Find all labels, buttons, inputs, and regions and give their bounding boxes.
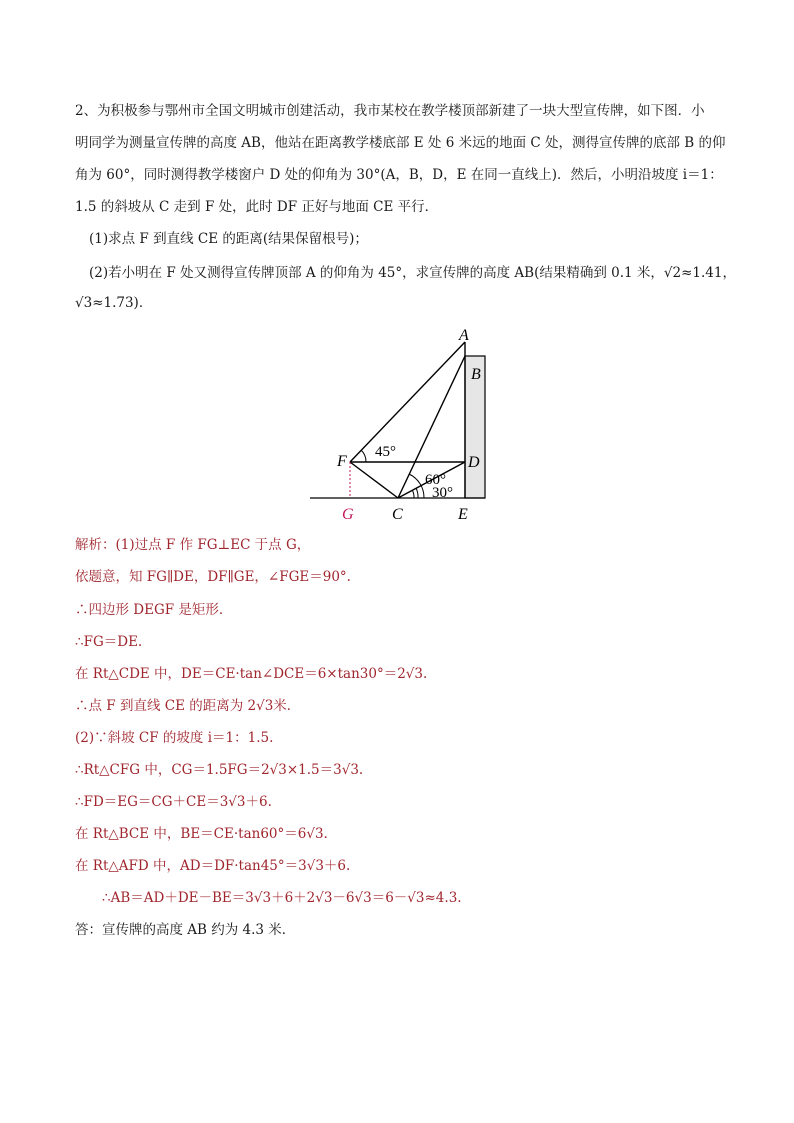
solution-line-12: ∴AB＝AD＋DE－BE＝3√3＋6＋2√3－6√3＝6－√3≈4.3. <box>102 890 462 906</box>
label-G: G <box>342 506 354 523</box>
label-F: F <box>337 453 347 470</box>
angle-30-arc-2 <box>413 491 415 499</box>
label-angle-60: 60° <box>425 472 446 488</box>
label-C: C <box>392 506 403 523</box>
angle-60-arc <box>409 474 424 498</box>
label-angle-45: 45° <box>375 444 396 460</box>
solution-line-5: 在 Rt△CDE 中，DE＝CE·tan∠DCE＝6×tan30°＝2√3. <box>75 666 428 682</box>
solution-line-2: 依题意，知 FG∥DE，DF∥GE，∠FGE＝90°. <box>75 569 351 585</box>
line-FA <box>350 342 465 462</box>
angle-30-arc-1 <box>416 488 418 498</box>
solution-line-7: (2)∵斜坡 CF 的坡度 i＝1：1.5. <box>75 730 274 746</box>
label-E: E <box>458 506 468 523</box>
problem-line-3: 角为 60°，同时测得教学楼窗户 D 处的仰角为 30°(A，B，D，E 在同一直线上)．然后，小明沿坡度 i＝1： <box>75 167 723 183</box>
solution-line-1: 解析：(1)过点 F 作 FG⊥EC 于点 G， <box>75 537 311 553</box>
problem-line-2: 明同学为测量宣传牌的高度 AB，他站在距离教学楼底部 E 处 6 米远的地面 C 处，测得宣传牌的底部 B 的仰 <box>75 135 726 151</box>
label-B: B <box>471 366 481 383</box>
problem-line-4: 1.5 的斜坡从 C 走到 F 处，此时 DF 正好与地面 CE 平行． <box>75 199 439 215</box>
solution-line-4: ∴FG＝DE. <box>75 634 143 650</box>
problem-line-1: 2、为积极参与鄂州市全国文明城市创建活动，我市某校在教学楼顶部新建了一块大型宣传牌，如下图．小 <box>75 103 705 119</box>
label-D: D <box>468 454 480 471</box>
geometry-figure <box>300 322 500 527</box>
solution-line-10: 在 Rt△BCE 中，BE＝CE·tan60°＝6√3. <box>75 826 328 842</box>
answer-line: 答：宣传牌的高度 AB 约为 4.3 米． <box>75 922 296 938</box>
question-2-part-a: (2)若小明在 F 处又测得宣传牌顶部 A 的仰角为 45°，求宣传牌的高度 AB(结果精确到 0.1 米，√2≈1.41， <box>89 265 736 281</box>
solution-line-9: ∴FD＝EG＝CG＋CE＝3√3＋6. <box>75 794 272 810</box>
question-1: (1)求点 F 到直线 CE 的距离(结果保留根号)； <box>89 231 368 247</box>
solution-line-11: 在 Rt△AFD 中，AD＝DF·tan45°＝3√3＋6. <box>75 858 351 874</box>
line-FC <box>350 462 398 498</box>
label-angle-30: 30° <box>432 485 453 501</box>
solution-line-6: ∴点 F 到直线 CE 的距离为 2√3米． <box>75 698 301 714</box>
solution-line-8: ∴Rt△CFG 中，CG＝1.5FG＝2√3×1.5＝3√3. <box>75 762 364 778</box>
label-A: A <box>459 327 469 344</box>
solution-line-3: ∴四边形 DEGF 是矩形． <box>75 602 233 618</box>
angle-45-arc <box>361 450 366 462</box>
question-2-part-b: √3≈1.73)． <box>75 295 153 311</box>
